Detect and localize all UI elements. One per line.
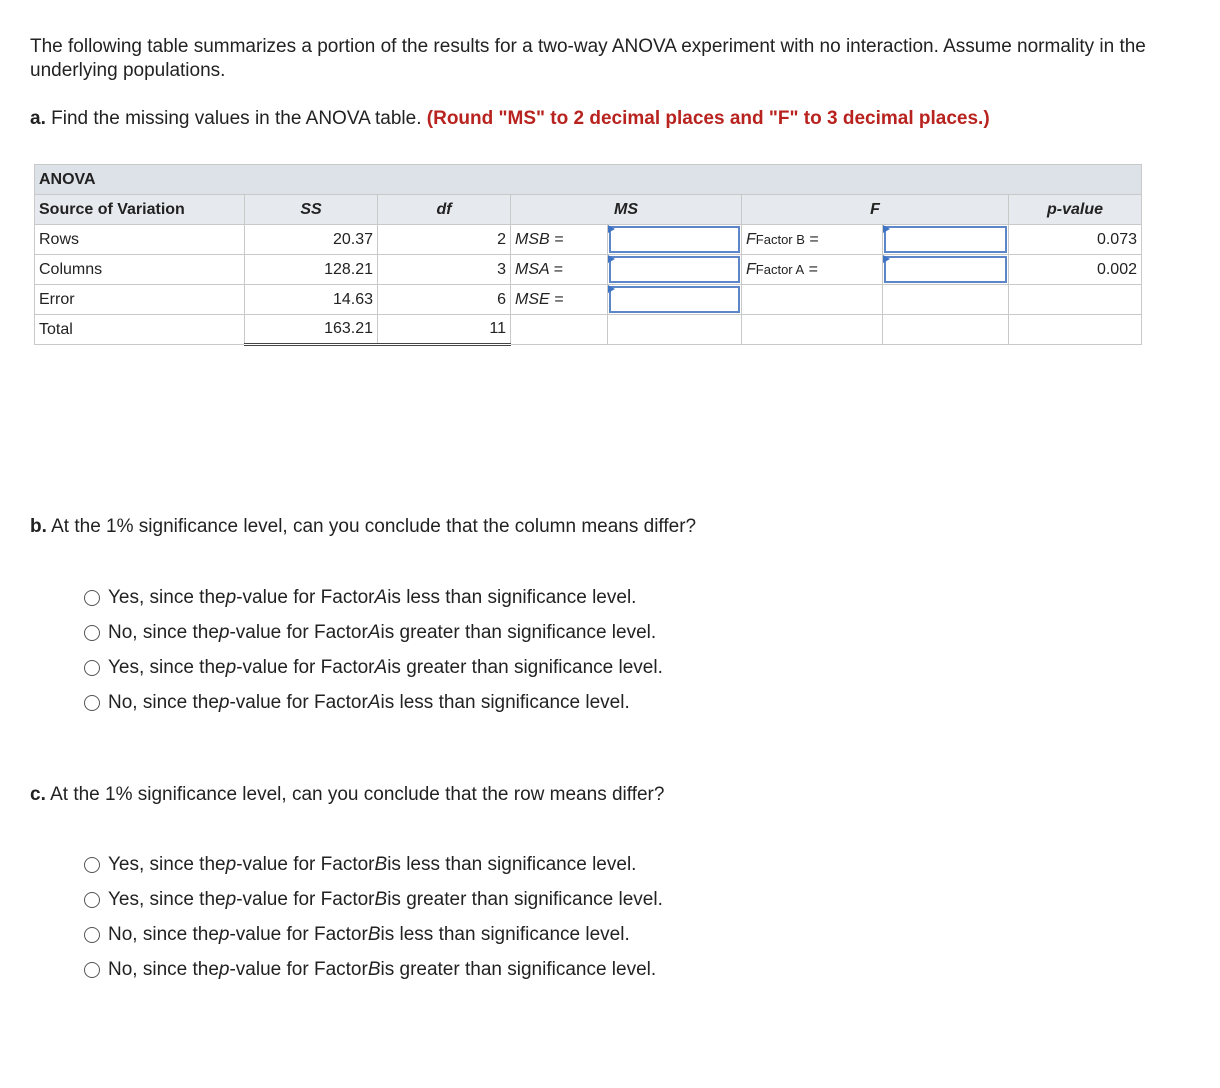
radio-button[interactable]	[84, 857, 100, 873]
source-cell: Rows	[35, 225, 245, 255]
ss-cell: 163.21	[245, 315, 378, 345]
empty-cell	[742, 315, 883, 345]
part-c-options	[84, 847, 663, 987]
part-c-text: At the 1% significance level, can you conclude that the row means differ?	[50, 784, 665, 805]
option-text: is greater than significance level.	[387, 888, 663, 910]
header-f: F	[742, 195, 1009, 225]
intro-text: The following table summarizes a portion of the results for a two-way ANOVA experiment with no interaction. Assume normality in the underlying populations.	[30, 36, 1146, 81]
empty-cell	[511, 315, 608, 345]
f-subscript: Factor B	[755, 231, 805, 247]
f-label-cell	[742, 255, 883, 285]
option-text: -value for Factor	[236, 888, 375, 910]
p-value-cell: 0.073	[1009, 225, 1142, 255]
option-text: -value for Factor	[229, 691, 368, 713]
option-factor: B	[367, 923, 381, 945]
f-factor-b-input[interactable]	[884, 226, 1007, 253]
input-marker-icon	[608, 225, 615, 233]
df-cell: 2	[378, 225, 511, 255]
option-text: is greater than significance level.	[380, 621, 657, 643]
part-b-option[interactable]	[84, 580, 663, 615]
part-b-option[interactable]	[84, 650, 663, 685]
part-b-options	[84, 580, 663, 720]
option-p: p	[218, 691, 230, 713]
f-equals: =	[808, 260, 818, 278]
radio-button[interactable]	[84, 892, 100, 908]
part-c-option[interactable]	[84, 847, 663, 882]
option-text: -value for Factor	[229, 923, 368, 945]
option-factor: A	[374, 586, 388, 608]
part-a-prompt	[30, 107, 990, 131]
option-factor: B	[367, 958, 381, 980]
option-text: is greater than significance level.	[380, 958, 657, 980]
option-text: is less than significance level.	[387, 853, 637, 875]
ss-cell: 128.21	[245, 255, 378, 285]
source-cell: Total	[35, 315, 245, 345]
option-factor: B	[374, 853, 388, 875]
option-p: p	[218, 958, 230, 980]
p-value-cell: 0.002	[1009, 255, 1142, 285]
radio-button[interactable]	[84, 590, 100, 606]
option-text: Yes, since the	[108, 656, 226, 678]
msb-input-cell[interactable]	[608, 225, 742, 255]
option-text: -value for Factor	[229, 621, 368, 643]
table-row	[35, 285, 1142, 315]
input-marker-icon	[883, 255, 890, 263]
f-factor-b-input-cell[interactable]	[883, 225, 1009, 255]
ms-label: MSE =	[511, 285, 608, 315]
ms-label: MSB =	[511, 225, 608, 255]
option-text: No, since the	[108, 923, 219, 945]
part-a-text: Find the missing values in the ANOVA table.	[51, 108, 422, 129]
part-b-text: At the 1% significance level, can you conclude that the column means differ?	[51, 516, 697, 537]
part-b-option[interactable]	[84, 615, 663, 650]
f-label: F	[746, 230, 756, 248]
radio-button[interactable]	[84, 695, 100, 711]
f-subscript: Factor A	[755, 261, 805, 277]
empty-cell	[1009, 315, 1142, 345]
input-marker-icon	[608, 285, 615, 293]
f-label: F	[746, 260, 756, 278]
part-b-label: b.	[30, 516, 47, 537]
part-a-label: a.	[30, 108, 46, 129]
df-cell: 11	[378, 315, 511, 345]
empty-cell	[883, 315, 1009, 345]
option-p: p	[218, 923, 230, 945]
option-text: Yes, since the	[108, 888, 226, 910]
part-c-question	[30, 784, 664, 806]
option-p: p	[218, 621, 230, 643]
part-b-question	[30, 516, 696, 538]
header-ss: SS	[245, 195, 378, 225]
source-cell: Columns	[35, 255, 245, 285]
option-p: p	[225, 888, 237, 910]
part-c-option[interactable]	[84, 917, 663, 952]
input-marker-icon	[883, 225, 890, 233]
option-text: is less than significance level.	[380, 691, 630, 713]
anova-title: ANOVA	[35, 165, 1142, 195]
empty-cell	[742, 285, 883, 315]
ms-label: MSA =	[511, 255, 608, 285]
option-text: -value for Factor	[229, 958, 368, 980]
option-text: -value for Factor	[236, 656, 375, 678]
df-cell: 3	[378, 255, 511, 285]
option-text: is less than significance level.	[380, 923, 630, 945]
option-factor: A	[367, 691, 381, 713]
f-label-cell	[742, 225, 883, 255]
option-text: Yes, since the	[108, 853, 226, 875]
option-p: p	[225, 853, 237, 875]
option-factor: A	[367, 621, 381, 643]
option-factor: A	[374, 656, 388, 678]
empty-cell	[1009, 285, 1142, 315]
part-c-option[interactable]	[84, 882, 663, 917]
mse-input[interactable]	[609, 286, 740, 313]
option-text: -value for Factor	[236, 853, 375, 875]
input-marker-icon	[608, 255, 615, 263]
mse-input-cell[interactable]	[608, 285, 742, 315]
anova-table	[34, 164, 1142, 346]
option-factor: B	[374, 888, 388, 910]
option-p: p	[225, 656, 237, 678]
radio-button[interactable]	[84, 927, 100, 943]
option-text: No, since the	[108, 621, 219, 643]
part-c-option[interactable]	[84, 952, 663, 987]
part-a-hint: (Round "MS" to 2 decimal places and "F" to 3 decimal places.)	[426, 108, 990, 129]
header-ms: MS	[511, 195, 742, 225]
empty-cell	[883, 285, 1009, 315]
option-p: p	[225, 586, 237, 608]
option-text: Yes, since the	[108, 586, 226, 608]
msb-input[interactable]	[609, 226, 740, 253]
empty-cell	[608, 315, 742, 345]
radio-button[interactable]	[84, 625, 100, 641]
option-text: -value for Factor	[236, 586, 375, 608]
radio-button[interactable]	[84, 660, 100, 676]
table-row	[35, 225, 1142, 255]
radio-button[interactable]	[84, 962, 100, 978]
f-factor-a-input[interactable]	[884, 256, 1007, 283]
option-text: No, since the	[108, 958, 219, 980]
ss-cell: 20.37	[245, 225, 378, 255]
msa-input-cell[interactable]	[608, 255, 742, 285]
f-equals: =	[809, 230, 819, 248]
table-row	[35, 315, 1142, 345]
ss-cell: 14.63	[245, 285, 378, 315]
option-text: is less than significance level.	[387, 586, 637, 608]
f-factor-a-input-cell[interactable]	[883, 255, 1009, 285]
option-text: is greater than significance level.	[387, 656, 663, 678]
option-text: No, since the	[108, 691, 219, 713]
msa-input[interactable]	[609, 256, 740, 283]
header-p-value: p-value	[1009, 195, 1142, 225]
header-source: Source of Variation	[35, 195, 245, 225]
part-b-option[interactable]	[84, 685, 663, 720]
table-row	[35, 255, 1142, 285]
df-cell: 6	[378, 285, 511, 315]
part-c-label: c.	[30, 784, 46, 805]
source-cell: Error	[35, 285, 245, 315]
header-df: df	[378, 195, 511, 225]
